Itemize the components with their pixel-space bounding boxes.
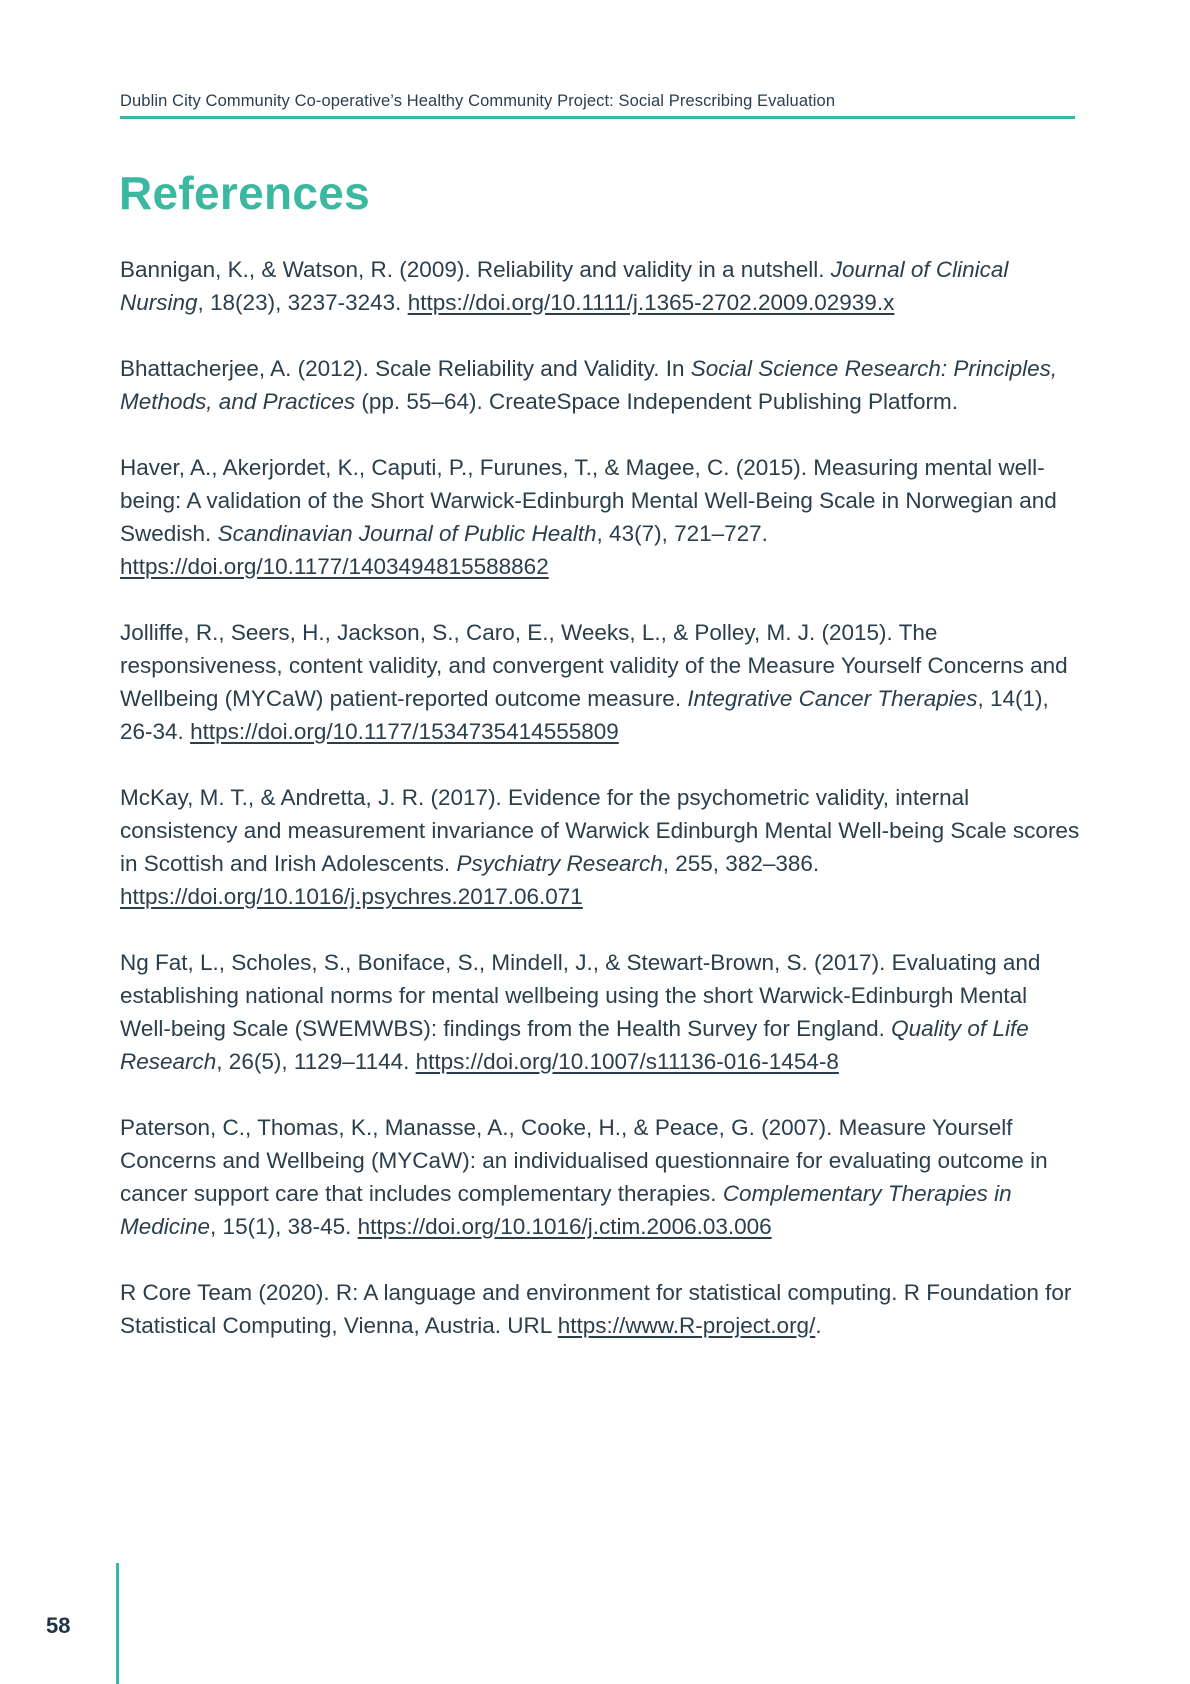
- reference-text: Jolliffe, R., Seers, H., Jackson, S., Caro, E., Weeks, L., & Polley, M. J. (2015). The responsiveness, content validity, and convergent validity of the Measure Yourself Concerns and Wellbeing (MYCaW) patient-reported outcome measure.: [120, 620, 1068, 711]
- doi-link[interactable]: https://doi.org/10.1111/j.1365-2702.2009.02939.x: [407, 290, 895, 315]
- reference-details: , 26(5), 1129–1144.: [216, 1049, 416, 1074]
- reference-source: Psychiatry Research: [456, 851, 663, 876]
- reference-text: Ng Fat, L., Scholes, S., Boniface, S., Mindell, J., & Stewart-Brown, S. (2017). Evaluating and establishing national norms for mental wellbeing using the short Warwick-Edinburgh Mental Well-being Scale (SWEMWBS): findings from the Health Survey for England.: [120, 950, 1041, 1041]
- reference-list: [120, 253, 1080, 1375]
- reference-text: R Core Team (2020). R: A language and environment for statistical computing. R Foundation for Statistical Computing, Vienna, Austria. URL: [120, 1280, 1072, 1338]
- reference-entry: [120, 946, 1080, 1078]
- doi-link[interactable]: https://doi.org/10.1177/1403494815588862: [120, 554, 549, 579]
- reference-text: Haver, A., Akerjordet, K., Caputi, P., Furunes, T., & Magee, C. (2015). Measuring mental well-being: A validation of the Short Warwick-Edinburgh Mental Well-Being Scale in Norwegian and Swedish.: [120, 455, 1057, 546]
- doi-link[interactable]: https://doi.org/10.1007/s11136-016-1454-8: [415, 1049, 839, 1074]
- reference-details: , 15(1), 38-45.: [210, 1214, 358, 1239]
- reference-source: Quality of Life Research: [120, 1016, 1029, 1074]
- reference-text: Bhattacherjee, A. (2012). Scale Reliability and Validity. In: [120, 356, 691, 381]
- doi-link[interactable]: https://doi.org/10.1016/j.ctim.2006.03.006: [357, 1214, 772, 1239]
- page-title: References: [119, 167, 371, 219]
- footer-accent-bar: [116, 1563, 119, 1684]
- reference-tail: .: [815, 1313, 822, 1338]
- reference-details: (pp. 55–64). CreateSpace Independent Publishing Platform.: [355, 389, 959, 414]
- url-link[interactable]: https://www.R-project.org/: [557, 1313, 816, 1338]
- reference-details: , 18(23), 3237-3243.: [197, 290, 408, 315]
- reference-source: Social Science Research: Principles, Methods, and Practices: [120, 356, 1058, 414]
- running-header: Dublin City Community Co-operative’s Healthy Community Project: Social Prescribing Evaluation: [120, 92, 836, 110]
- reference-entry: [120, 451, 1080, 583]
- reference-text: McKay, M. T., & Andretta, J. R. (2017). Evidence for the psychometric validity, internal consistency and measurement invariance of Warwick Edinburgh Mental Well-being Scale scores in Scottish and Irish Adolescents.: [120, 785, 1080, 876]
- page-number: 58: [46, 1613, 71, 1638]
- header-rule: [120, 116, 1075, 119]
- reference-entry: [120, 352, 1080, 418]
- reference-text: Paterson, C., Thomas, K., Manasse, A., Cooke, H., & Peace, G. (2007). Measure Yourself Concerns and Wellbeing (MYCaW): an individualised questionnaire for evaluating outcome in cancer support care that includes complementary therapies.: [120, 1115, 1048, 1206]
- reference-details: , 255, 382–386.: [662, 851, 820, 876]
- reference-source: Scandinavian Journal of Public Health: [217, 521, 597, 546]
- reference-details: , 43(7), 721–727.: [596, 521, 768, 546]
- reference-details: , 14(1), 26-34.: [120, 686, 1049, 744]
- reference-entry: [120, 253, 1080, 319]
- reference-entry: [120, 616, 1080, 748]
- doi-link[interactable]: https://doi.org/10.1016/j.psychres.2017.06.071: [120, 884, 583, 909]
- reference-source: Integrative Cancer Therapies: [687, 686, 978, 711]
- reference-entry: [120, 781, 1080, 913]
- doi-link[interactable]: https://doi.org/10.1177/1534735414555809: [190, 719, 619, 744]
- reference-source: Complementary Therapies in Medicine: [120, 1181, 1012, 1239]
- reference-entry: [120, 1111, 1080, 1243]
- reference-source: Journal of Clinical Nursing: [120, 257, 1009, 315]
- reference-entry: [120, 1276, 1080, 1342]
- reference-text: Bannigan, K., & Watson, R. (2009). Reliability and validity in a nutshell.: [120, 257, 831, 282]
